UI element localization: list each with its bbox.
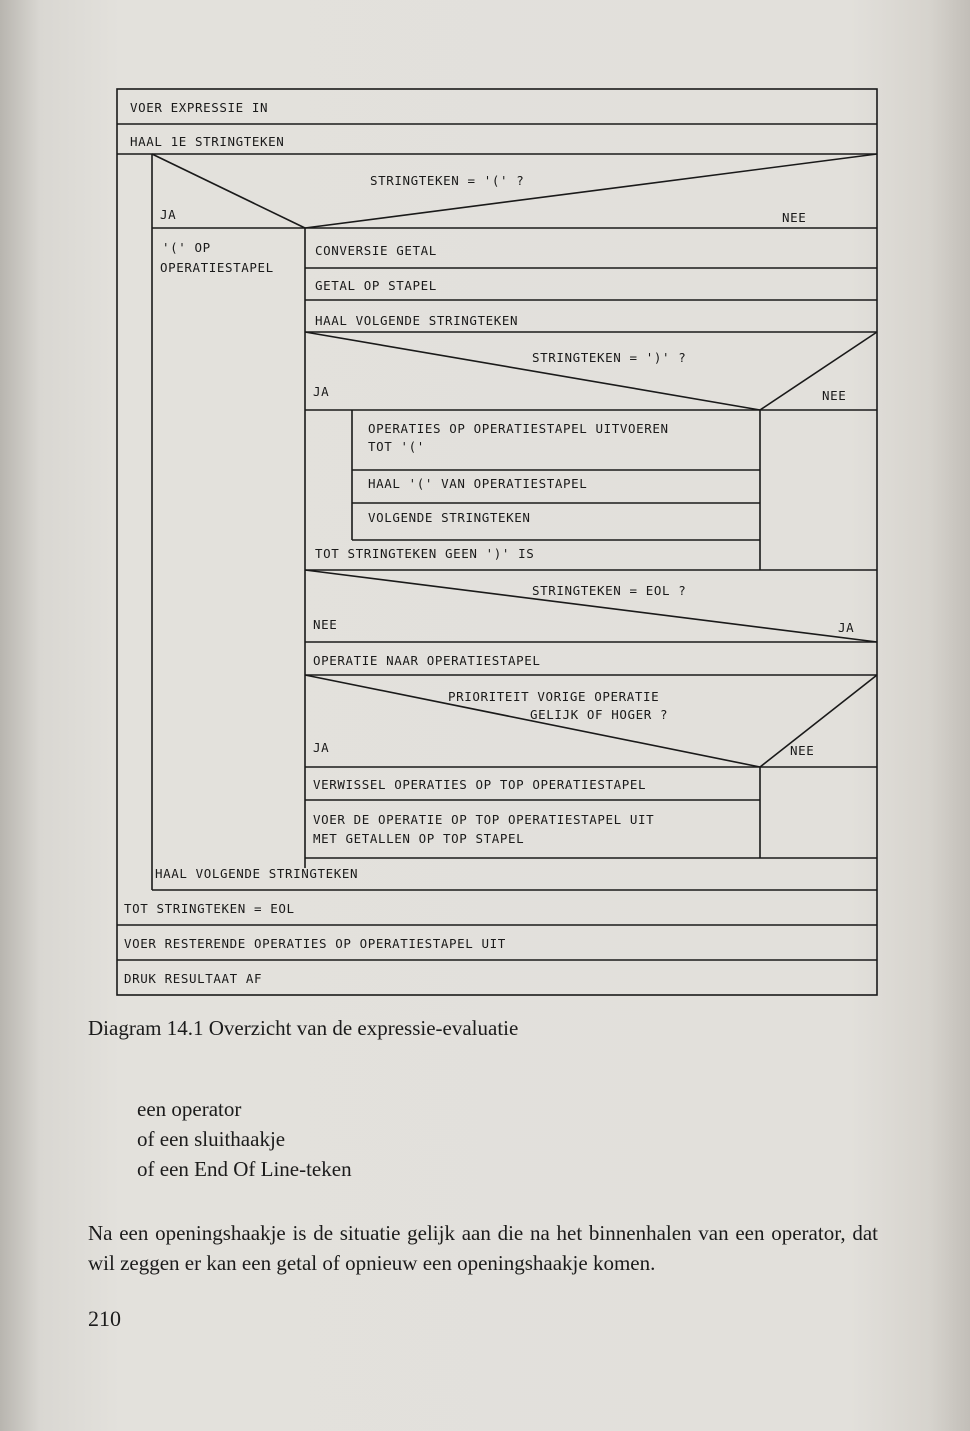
- exec-top-line2: MET GETALLEN OP TOP STAPEL: [313, 831, 525, 846]
- cond2-no: NEE: [822, 388, 847, 403]
- step-print-result: DRUK RESULTAAT AF: [124, 971, 263, 986]
- list-item: of een End Of Line-teken: [137, 1157, 352, 1181]
- loop-until-eol: TOT STRINGTEKEN = EOL: [124, 901, 295, 916]
- cond3-no: NEE: [313, 617, 338, 632]
- cond3-label: STRINGTEKEN = EOL ?: [532, 583, 687, 598]
- cond4-line1: PRIORITEIT VORIGE OPERATIE: [448, 689, 660, 704]
- operator-list: [137, 1094, 352, 1184]
- diagram-caption: Diagram 14.1 Overzicht van de expressie-evaluatie: [88, 1016, 519, 1040]
- diagram-frame: [117, 89, 877, 995]
- cond2-label: STRINGTEKEN = ')' ?: [532, 350, 687, 365]
- exec-top-line1: VOER DE OPERATIE OP TOP OPERATIESTAPEL UIT: [313, 812, 655, 827]
- page-number: 210: [88, 1306, 121, 1331]
- cond1-label: STRINGTEKEN = '(' ?: [370, 173, 525, 188]
- body-paragraph: Na een openingshaakje is de situatie gelijk aan die na het binnenhalen van een operator, dat wil zeggen er kan een getal of opnieuw een openingshaakje komen.: [88, 1221, 878, 1275]
- step-get-next-2: HAAL VOLGENDE STRINGTEKEN: [155, 866, 359, 881]
- list-item: of een sluithaakje: [137, 1127, 286, 1151]
- list-item: een operator: [137, 1097, 242, 1121]
- push-paren-line2: OPERATIESTAPEL: [160, 260, 274, 275]
- loop-until-not-close: TOT STRINGTEKEN GEEN ')' IS: [315, 546, 535, 561]
- cond4-line2: GELIJK OF HOGER ?: [530, 707, 669, 722]
- step-get-first: HAAL 1E STRINGTEKEN: [130, 134, 285, 149]
- cond4-yes: JA: [313, 740, 330, 755]
- step-exec-remaining: VOER RESTERENDE OPERATIES OP OPERATIESTAPEL UIT: [124, 936, 506, 951]
- exec-ops-line1: OPERATIES OP OPERATIESTAPEL UITVOEREN: [368, 421, 669, 436]
- cond2-yes: JA: [313, 384, 330, 399]
- push-paren-line1: '(' OP: [162, 240, 211, 255]
- cond1-no: NEE: [782, 210, 807, 225]
- step-pop-paren: HAAL '(' VAN OPERATIESTAPEL: [368, 476, 588, 491]
- step-expr-in: VOER EXPRESSIE IN: [130, 100, 269, 115]
- step-swap-ops: VERWISSEL OPERATIES OP TOP OPERATIESTAPEL: [313, 777, 647, 792]
- step-get-next-1: HAAL VOLGENDE STRINGTEKEN: [315, 313, 519, 328]
- cond1-yes: JA: [160, 207, 177, 222]
- step-convert-number: CONVERSIE GETAL: [315, 243, 437, 258]
- step-number-on-stack: GETAL OP STAPEL: [315, 278, 437, 293]
- exec-ops-line2: TOT '(': [368, 439, 425, 454]
- cond3-yes: JA: [838, 620, 855, 635]
- cond4-no: NEE: [790, 743, 815, 758]
- step-next-char: VOLGENDE STRINGTEKEN: [368, 510, 531, 525]
- step-op-to-stack: OPERATIE NAAR OPERATIESTAPEL: [313, 653, 541, 668]
